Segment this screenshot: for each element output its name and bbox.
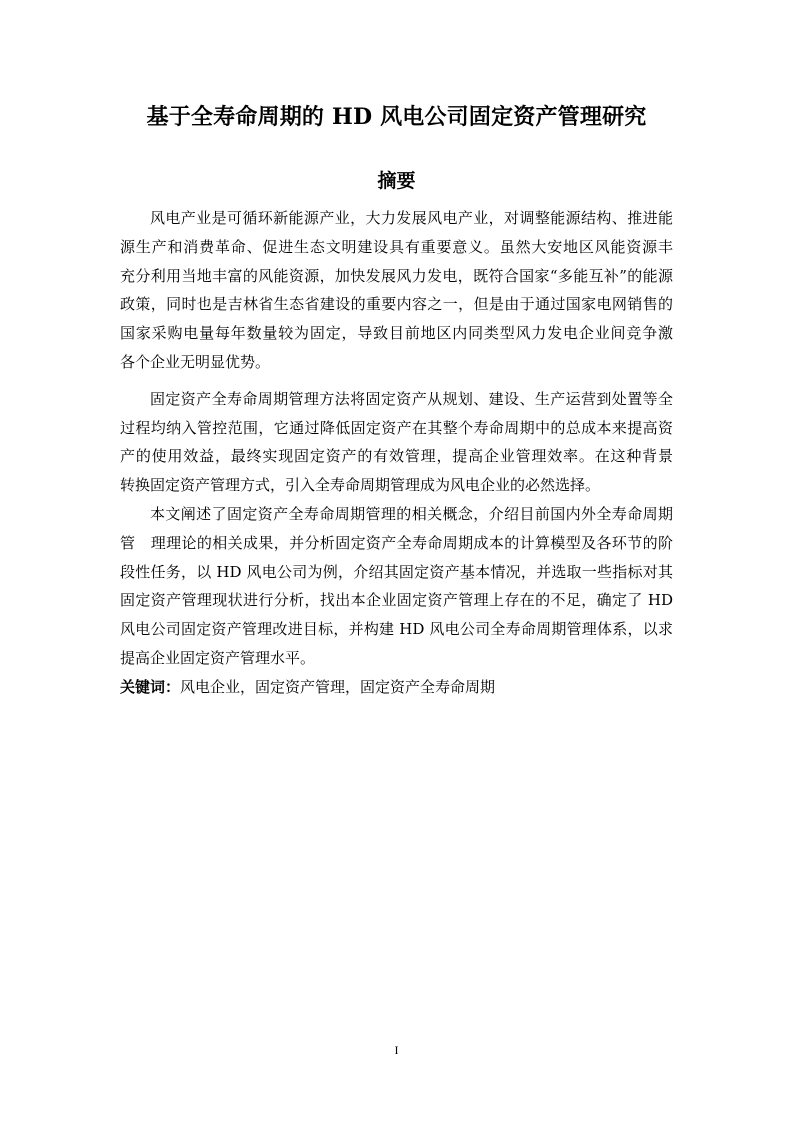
abstract-paragraph-1 <box>120 204 673 377</box>
abstract-heading: 摘要 <box>377 170 416 192</box>
paragraph-1-line-4: 政策，同时也是吉林省生态省建设的重要内容之一，但是由于通过国家电网销售的 <box>120 295 673 314</box>
paragraph-2-line-4: 转换固定资产管理方式，引入全寿命周期管理成为风电企业的必然选择。 <box>120 476 601 495</box>
document-title: 基于全寿命周期的 HD 风电公司固定资产管理研究 <box>146 104 647 130</box>
paragraph-1-line-1: 风电产业是可循环新能源产业，大力发展风电产业，对调整能源结构、推进能 <box>150 209 673 227</box>
abstract-paragraph-3 <box>120 500 673 673</box>
paragraph-3-line-4: 固定资产管理现状进行分析，找出本企业固定资产管理上存在的不足，确定了 HD <box>120 591 673 610</box>
paragraph-3-line-6: 提高企业固定资产管理水平。 <box>120 648 316 667</box>
abstract-body <box>120 204 673 702</box>
paragraph-1-line-3: 充分利用当地丰富的风能资源，加快发展风力发电，既符合国家“多能互补”的能源 <box>120 266 673 285</box>
keywords-label: 关键词： <box>120 677 181 696</box>
paragraph-1-line-2: 源生产和消费革命、促进生态文明建设具有重要意义。虽然大安地区风能资源丰 <box>120 237 673 256</box>
paragraph-3-line-3: 段性任务，以 HD 风电公司为例，介绍其固定资产基本情况，并选取一些指标对其 <box>120 562 673 581</box>
paragraph-1-line-5: 国家采购电量每年数量较为固定，导致目前地区内同类型风力发电企业间竞争激 <box>120 324 673 343</box>
paragraph-2-line-2: 过程均纳入管控范围，它通过降低固定资产在其整个寿命周期中的总成本来提高资 <box>120 418 673 437</box>
paragraph-2-line-3: 产的使用效益，最终实现固定资产的有效管理，提高企业管理效率。在这种背景 <box>120 447 673 466</box>
paragraph-2-line-1: 固定资产全寿命周期管理方法将固定资产从规划、建设、生产运营到处置等全 <box>150 389 673 408</box>
paragraph-3-line-1: 本文阐述了固定资产全寿命周期管理的相关概念，介绍目前国内外全寿命周期 <box>150 504 673 523</box>
abstract-paragraph-2 <box>120 385 673 500</box>
page-number: I <box>394 1043 399 1057</box>
paragraph-3-line-2: 管 理理论的相关成果，并分析固定资产全寿命周期成本的计算模型及各环节的阶 <box>120 533 673 552</box>
paragraph-3-line-5: 风电公司固定资产管理改进目标，并构建 HD 风电公司全寿命周期管理体系，以求 <box>120 620 673 639</box>
keywords <box>120 673 673 702</box>
keywords-value: 风电企业，固定资产管理，固定资产全寿命周期 <box>180 677 496 696</box>
paragraph-1-line-6: 各个企业无明显优势。 <box>120 352 271 371</box>
